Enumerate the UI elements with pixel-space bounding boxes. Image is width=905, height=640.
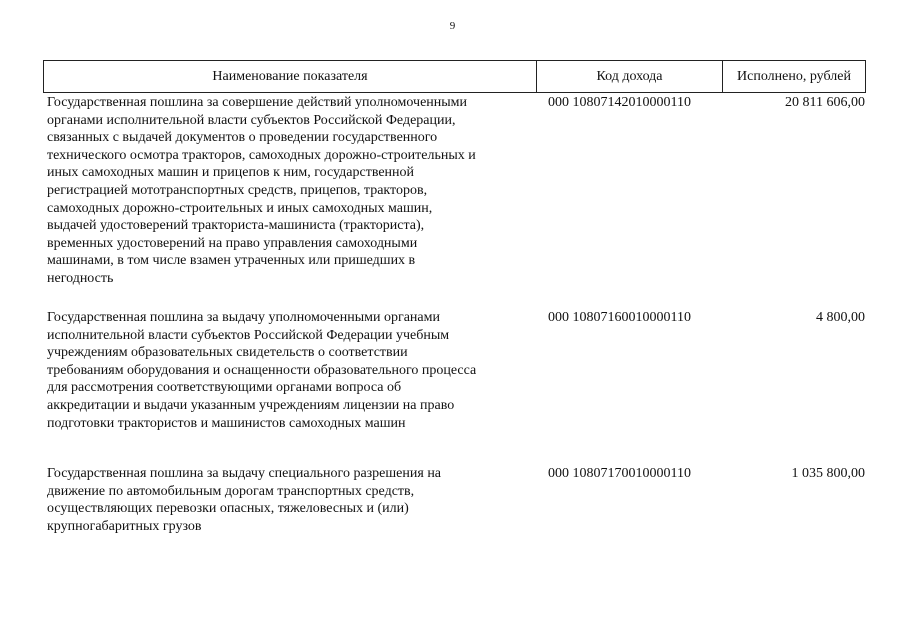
- indicator-name: Государственная пошлина за совершение действий уполномоченными органами исполнительной власти субъектов Российской Федерации, связанных с выдачей документов о проведении государственного технического осмотра тракторов, самоходных дорожно-строительных и иных самоходных машин и прицепов к ним, государственной регистрацией мототранспортных средств, прицепов, тракторов, самоходных дорожно-строительных и иных самоходных машин, выдачей удостоверений тракториста-машиниста (тракториста), временных удостоверений на право управления самоходными машинами, в том числе взамен утраченных или пришедших в негодность: [47, 95, 476, 286]
- page-number: 9: [449, 20, 456, 32]
- header-executed-rubles: Исполнено, рублей: [737, 68, 851, 84]
- header-indicator-name: Наименование показателя: [44, 61, 537, 92]
- header-income-code: Код дохода: [537, 61, 723, 92]
- indicator-name: Государственная пошлина за выдачу уполномоченными органами исполнительной власти субъектов Российской Федерации учебным учреждениям образовательных свидетельств о соответствии требованиям оборудования и оснащенности образовательного процесса для рассмотрения соответствующими органами вопроса об аккредитации и выдачи указанным учреждениям лицензии на право подготовки трактористов и машинистов самоходных машин: [47, 310, 477, 431]
- indicator-name: Государственная пошлина за выдачу специального разрешения на движение по автомобильным дорогам транспортных средств, осуществляющих перевозки опасных, тяжеловесных и (или) крупногабаритных грузов: [47, 466, 442, 534]
- executed-amount: 4 800,00: [816, 310, 865, 325]
- table-header: [43, 60, 866, 93]
- income-code: 000 10807160010000110: [548, 310, 691, 325]
- income-code: 000 10807170010000110: [548, 466, 691, 481]
- income-code: 000 10807142010000110: [548, 95, 691, 110]
- executed-amount: 1 035 800,00: [791, 466, 865, 481]
- executed-amount: 20 811 606,00: [785, 95, 865, 110]
